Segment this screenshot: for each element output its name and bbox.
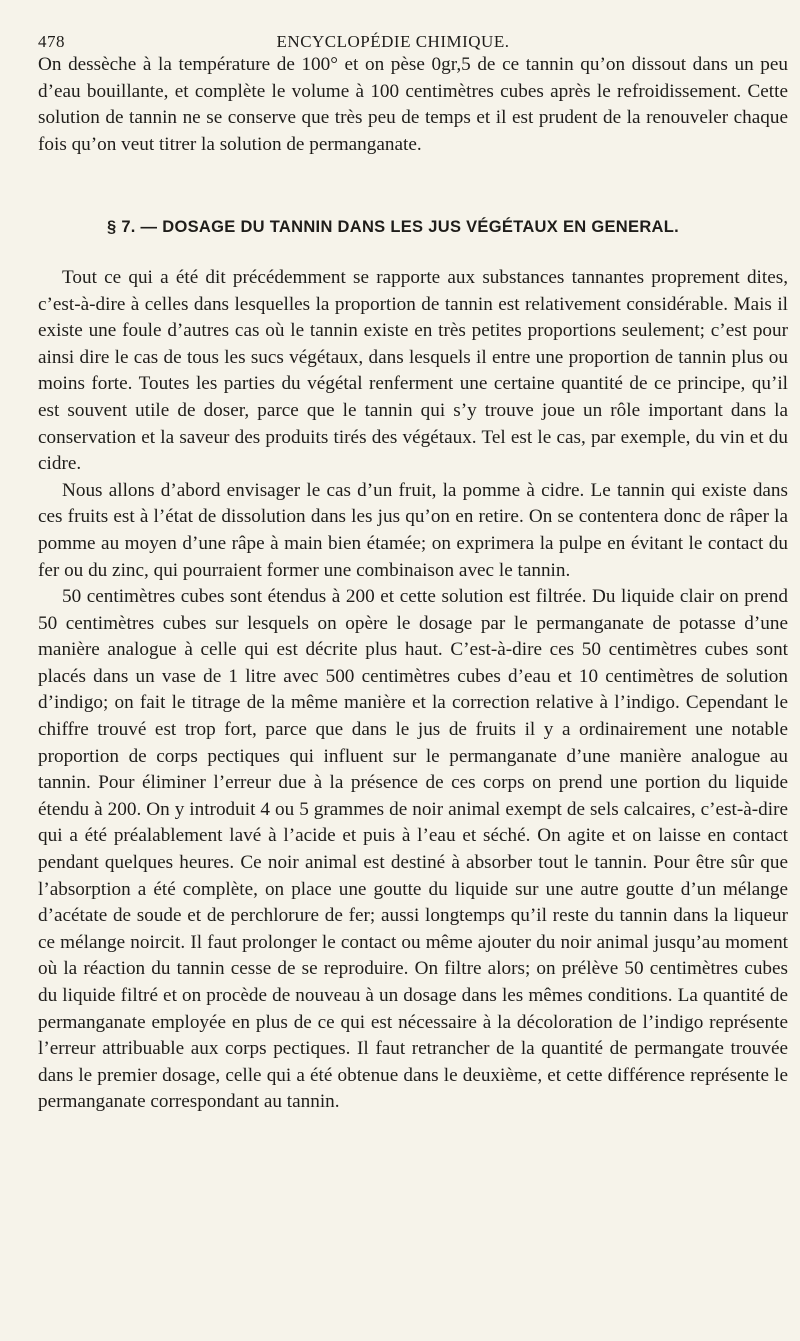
body-text	[38, 52, 788, 1116]
paragraph-2: Nous allons d’abord envisager le cas d’un fruit, la pomme à cidre. Le tannin qui existe dans ces fruits est à l’état de dissolution dans les jus qu’on en retire. On se contentera donc de râper la pomme au moyen d’une râpe à main bien étamée; on exprimera la pulpe en évitant le contact du fer ou du zinc, qui pourraient former une combinaison avec le tannin.	[38, 479, 788, 581]
page-number: 478	[38, 32, 65, 51]
running-title: ENCYCLOPÉDIE CHIMIQUE.	[276, 32, 510, 51]
section-heading: § 7. — DOSAGE DU TANNIN DANS LES JUS VÉGÉTAUX EN GENERAL.	[106, 218, 680, 237]
intro-paragraph: On dessèche à la température de 100° et on pèse 0gr,5 de ce tannin qu’on dissout dans un peu d’eau bouillante, et complète le volume à 100 centimètres cubes après le refroidissement. Cette solution de tannin ne se conserve que très peu de temps et il est prudent de la renouveler chaque fois qu’on veut titrer la solution de permanganate.	[38, 54, 788, 155]
running-head	[38, 18, 788, 52]
paragraph-3: 50 centimètres cubes sont étendus à 200 et cette solution est filtrée. Du liquide clair on prend 50 centimètres cubes sur lesquels on opère le dosage par le permanganate de potasse d’une manière analogue à celle qui est décrite plus haut. C’est-à-dire ces 50 centimètres cubes sont placés dans un vase de 1 litre avec 500 centimètres cubes d’eau et 10 centimètres de solution d’indigo; on fait le titrage de la même manière et la correction relative à l’indigo. Cependant le chiffre trouvé est trop fort, parce que dans le jus de fruits il y a ordinairement une notable proportion de corps pectiques qui influent sur le permanganate d’une manière analogue au tannin. Pour éliminer l’erreur due à la présence de ces corps on prend une portion du liquide étendu à 200. On y introduit 4 ou 5 grammes de noir animal exempt de sels calcaires, c’est-à-dire qui a été préalablement lavé à l’acide et puis à l’eau et séché. On agite et on laisse en contact pendant quelques heures. Ce noir animal est destiné à absorber tout le tannin. Pour être sûr que l’absorption a été complète, on place une goutte du liquide sur une autre goutte d’un mélange d’acétate de soude et de perchlorure de fer; aussi longtemps qu’il reste du tannin dans la liqueur ce mélange noircit. Il faut prolonger le contact ou même ajouter du noir animal jusqu’au moment où la réaction du tannin cesse de se reproduire. On filtre alors; on prélève 50 centimètres cubes du liquide filtré et on procède de nouveau à un dosage dans les mêmes conditions. La quantité de permanganate employée en plus de ce qui est nécessaire à la décoloration de l’indigo représente l’erreur attribuable aux corps pectiques. Il faut retrancher de la quantité de permangate trouvée dans le premier dosage, celle qui a été obtenue dans le deuxième, et cette différence représente le permanganate correspondant au tannin.	[38, 586, 788, 1113]
paragraph-1: Tout ce qui a été dit précédemment se rapporte aux substances tannantes proprement dites, c’est-à-dire à celles dans lesquelles la proportion de tannin est relativement considérable. Mais il existe une foule d’autres cas où le tannin existe en très petites proportions seulement; c’est pour ainsi dire le cas de tous les sucs végétaux, dans lesquels il entre une proportion de tannin plus ou moins forte. Toutes les parties du végétal renferment une certaine quantité de ce principe, qu’il est souvent utile de doser, parce que le tannin qui s’y trouve joue un rôle important dans la conservation et la saveur des produits tirés des végétaux. Tel est le cas, par exemple, du vin et du cidre.	[38, 266, 788, 475]
